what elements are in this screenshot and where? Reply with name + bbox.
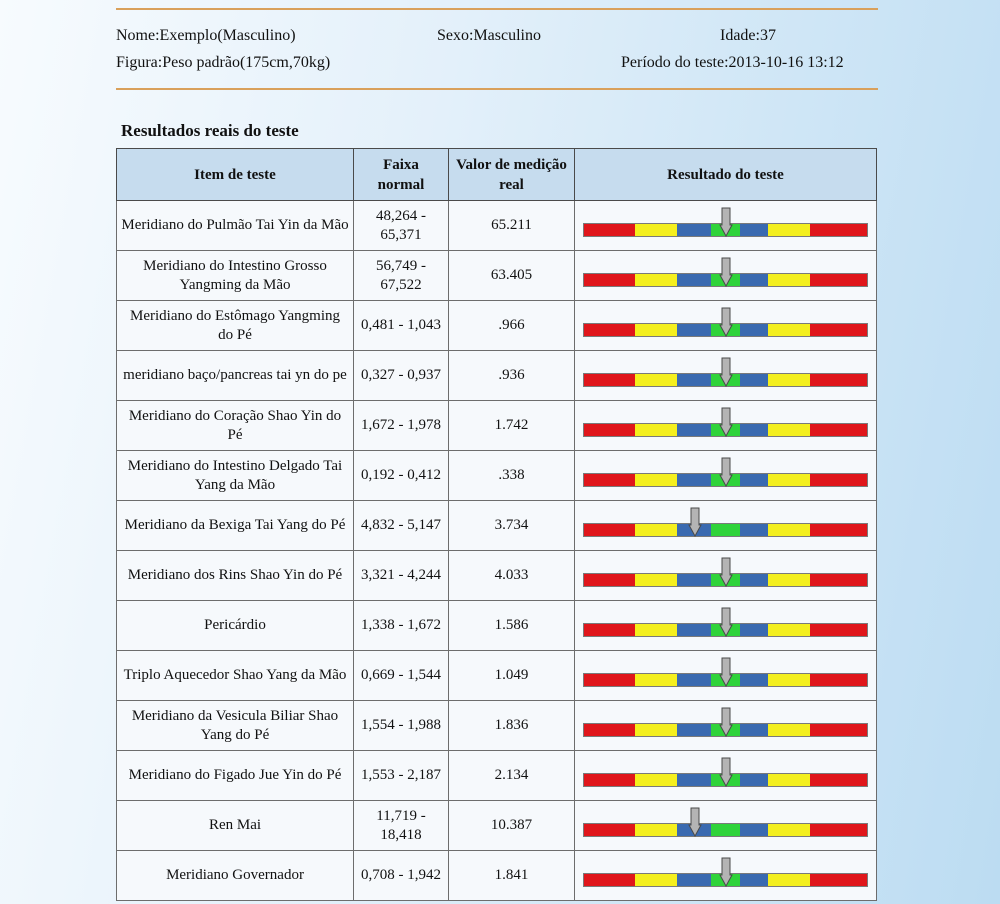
- gauge-segment-yellow: [768, 224, 810, 236]
- measured-value: 10.387: [449, 801, 575, 851]
- test-item: Triplo Aquecedor Shao Yang da Mão: [117, 651, 354, 701]
- gauge-segment-blue: [740, 424, 768, 436]
- gauge-segment-yellow: [768, 674, 810, 686]
- measured-value: 1.586: [449, 601, 575, 651]
- result-gauge-cell: [575, 851, 877, 901]
- result-gauge-cell: [575, 251, 877, 301]
- gauge-segment-red: [810, 474, 867, 486]
- gauge-segment-yellow: [635, 374, 677, 386]
- test-item: Meridiano do Figado Jue Yin do Pé: [117, 751, 354, 801]
- gauge-segment-red: [810, 674, 867, 686]
- normal-range: 56,749 - 67,522: [354, 251, 449, 301]
- gauge-segment-blue: [677, 224, 711, 236]
- gauge-segment-red: [584, 424, 635, 436]
- test-item: Meridiano do Pulmão Tai Yin da Mão: [117, 201, 354, 251]
- table-header-row: [117, 149, 877, 201]
- table-row: [117, 601, 877, 651]
- test-item: Meridiano dos Rins Shao Yin do Pé: [117, 551, 354, 601]
- normal-range: 1,338 - 1,672: [354, 601, 449, 651]
- gauge-segment-blue: [740, 574, 768, 586]
- gauge-segment-red: [584, 374, 635, 386]
- gauge-segment-blue: [740, 324, 768, 336]
- result-pointer-icon: [719, 457, 733, 487]
- gauge-segment-yellow: [635, 324, 677, 336]
- result-gauge-cell: [575, 351, 877, 401]
- normal-range: 1,553 - 2,187: [354, 751, 449, 801]
- gauge-segment-yellow: [768, 374, 810, 386]
- normal-range: 0,708 - 1,942: [354, 851, 449, 901]
- normal-range: 1,554 - 1,988: [354, 701, 449, 751]
- section-title: Resultados reais do teste: [121, 121, 299, 140]
- gauge-segment-yellow: [768, 624, 810, 636]
- gauge-segment-red: [584, 574, 635, 586]
- result-pointer-icon: [719, 357, 733, 387]
- gauge-segment-red: [584, 474, 635, 486]
- gauge-segment-red: [584, 624, 635, 636]
- table-row: [117, 751, 877, 801]
- gauge-segment-yellow: [768, 574, 810, 586]
- gauge-segment-red: [584, 774, 635, 786]
- table-row: [117, 201, 877, 251]
- gauge-segment-blue: [740, 624, 768, 636]
- column-header-value: Valor de medição real: [449, 149, 575, 201]
- measured-value: 2.134: [449, 751, 575, 801]
- measured-value: 3.734: [449, 501, 575, 551]
- gauge-segment-blue: [740, 474, 768, 486]
- gauge-segment-yellow: [635, 674, 677, 686]
- test-item: Meridiano do Estômago Yangming do Pé: [117, 301, 354, 351]
- gauge-segment-red: [810, 724, 867, 736]
- gauge-segment-red: [584, 524, 635, 536]
- test-item: Meridiano da Vesicula Biliar Shao Yang do Pé: [117, 701, 354, 751]
- normal-range: 0,481 - 1,043: [354, 301, 449, 351]
- gauge-segment-yellow: [635, 524, 677, 536]
- gauge-segment-yellow: [635, 474, 677, 486]
- result-pointer-icon: [719, 657, 733, 687]
- gauge-segment-yellow: [768, 824, 810, 836]
- result-pointer-icon: [719, 607, 733, 637]
- normal-range: 0,669 - 1,544: [354, 651, 449, 701]
- gauge-segment-red: [810, 524, 867, 536]
- gauge-segment-red: [584, 674, 635, 686]
- result-gauge-bar: [583, 523, 868, 537]
- test-period: Período do teste:2013-10-16 13:12: [621, 54, 844, 71]
- gauge-segment-blue: [740, 674, 768, 686]
- gauge-segment-blue: [677, 674, 711, 686]
- measured-value: 1.742: [449, 401, 575, 451]
- gauge-segment-blue: [740, 774, 768, 786]
- result-gauge-cell: [575, 701, 877, 751]
- result-pointer-icon: [719, 407, 733, 437]
- normal-range: 11,719 - 18,418: [354, 801, 449, 851]
- test-item: Meridiano do Coração Shao Yin do Pé: [117, 401, 354, 451]
- gauge-segment-red: [584, 724, 635, 736]
- gauge-segment-blue: [677, 874, 711, 886]
- gauge-segment-blue: [677, 424, 711, 436]
- result-gauge-cell: [575, 751, 877, 801]
- table-row: [117, 801, 877, 851]
- gauge-segment-red: [584, 324, 635, 336]
- measured-value: .338: [449, 451, 575, 501]
- gauge-segment-yellow: [768, 524, 810, 536]
- gauge-segment-red: [810, 374, 867, 386]
- gauge-segment-yellow: [635, 224, 677, 236]
- gauge-segment-blue: [740, 224, 768, 236]
- result-gauge-cell: [575, 601, 877, 651]
- gauge-segment-red: [810, 274, 867, 286]
- header-top-rule: [116, 8, 878, 10]
- gauge-segment-blue: [677, 324, 711, 336]
- measured-value: 1.841: [449, 851, 575, 901]
- gauge-segment-yellow: [635, 724, 677, 736]
- result-gauge-cell: [575, 501, 877, 551]
- result-gauge-cell: [575, 551, 877, 601]
- gauge-segment-blue: [677, 374, 711, 386]
- patient-name: Nome:Exemplo(Masculino): [116, 27, 296, 44]
- gauge-segment-blue: [740, 824, 768, 836]
- normal-range: 4,832 - 5,147: [354, 501, 449, 551]
- table-row: [117, 701, 877, 751]
- test-item: meridiano baço/pancreas tai yn do pe: [117, 351, 354, 401]
- gauge-segment-red: [810, 424, 867, 436]
- test-item: Ren Mai: [117, 801, 354, 851]
- gauge-segment-red: [810, 574, 867, 586]
- measured-value: 63.405: [449, 251, 575, 301]
- header-bottom-rule: [116, 88, 878, 90]
- table-row: [117, 551, 877, 601]
- normal-range: 48,264 - 65,371: [354, 201, 449, 251]
- result-pointer-icon: [688, 807, 702, 837]
- measured-value: .936: [449, 351, 575, 401]
- gauge-segment-red: [584, 824, 635, 836]
- column-header-item: Item de teste: [117, 149, 354, 201]
- gauge-segment-blue: [740, 374, 768, 386]
- normal-range: 1,672 - 1,978: [354, 401, 449, 451]
- measured-value: .966: [449, 301, 575, 351]
- result-pointer-icon: [719, 857, 733, 887]
- gauge-segment-red: [810, 824, 867, 836]
- result-gauge-cell: [575, 301, 877, 351]
- gauge-segment-red: [810, 774, 867, 786]
- test-item: Meridiano Governador: [117, 851, 354, 901]
- gauge-segment-red: [810, 874, 867, 886]
- gauge-segment-yellow: [635, 424, 677, 436]
- test-item: Meridiano do Intestino Grosso Yangming da Mão: [117, 251, 354, 301]
- gauge-segment-yellow: [635, 274, 677, 286]
- patient-sex: Sexo:Masculino: [437, 27, 541, 44]
- measured-value: 1.049: [449, 651, 575, 701]
- column-header-range: Faixa normal: [354, 149, 449, 201]
- normal-range: 0,327 - 0,937: [354, 351, 449, 401]
- normal-range: 0,192 - 0,412: [354, 451, 449, 501]
- gauge-segment-yellow: [768, 424, 810, 436]
- gauge-segment-yellow: [635, 574, 677, 586]
- gauge-segment-yellow: [768, 324, 810, 336]
- table-row: [117, 501, 877, 551]
- table-row: [117, 851, 877, 901]
- results-table: [116, 148, 877, 901]
- gauge-segment-yellow: [768, 774, 810, 786]
- result-pointer-icon: [719, 707, 733, 737]
- result-pointer-icon: [719, 307, 733, 337]
- gauge-segment-blue: [677, 724, 711, 736]
- gauge-segment-red: [810, 224, 867, 236]
- gauge-segment-yellow: [635, 624, 677, 636]
- column-header-result: Resultado do teste: [575, 149, 877, 201]
- results-body: [117, 201, 877, 901]
- measured-value: 1.836: [449, 701, 575, 751]
- gauge-segment-blue: [677, 574, 711, 586]
- gauge-segment-yellow: [768, 474, 810, 486]
- result-pointer-icon: [688, 507, 702, 537]
- gauge-segment-blue: [677, 624, 711, 636]
- measured-value: 65.211: [449, 201, 575, 251]
- patient-figure: Figura:Peso padrão(175cm,70kg): [116, 54, 331, 71]
- normal-range: 3,321 - 4,244: [354, 551, 449, 601]
- table-row: [117, 451, 877, 501]
- result-gauge-cell: [575, 201, 877, 251]
- result-gauge-bar: [583, 823, 868, 837]
- gauge-segment-yellow: [768, 274, 810, 286]
- gauge-segment-yellow: [635, 774, 677, 786]
- result-gauge-cell: [575, 651, 877, 701]
- table-row: [117, 251, 877, 301]
- gauge-segment-yellow: [635, 874, 677, 886]
- gauge-segment-blue: [677, 774, 711, 786]
- gauge-segment-red: [584, 224, 635, 236]
- test-item: Meridiano da Bexiga Tai Yang do Pé: [117, 501, 354, 551]
- gauge-segment-blue: [740, 274, 768, 286]
- patient-age: Idade:37: [720, 27, 776, 44]
- gauge-segment-red: [810, 324, 867, 336]
- gauge-segment-yellow: [768, 724, 810, 736]
- result-pointer-icon: [719, 557, 733, 587]
- gauge-segment-yellow: [635, 824, 677, 836]
- table-row: [117, 651, 877, 701]
- table-row: [117, 301, 877, 351]
- result-pointer-icon: [719, 257, 733, 287]
- result-gauge-cell: [575, 401, 877, 451]
- result-gauge-cell: [575, 451, 877, 501]
- gauge-segment-blue: [740, 874, 768, 886]
- test-item: Pericárdio: [117, 601, 354, 651]
- result-pointer-icon: [719, 207, 733, 237]
- gauge-segment-blue: [677, 474, 711, 486]
- gauge-segment-red: [810, 624, 867, 636]
- test-item: Meridiano do Intestino Delgado Tai Yang da Mão: [117, 451, 354, 501]
- gauge-segment-red: [584, 274, 635, 286]
- result-gauge-cell: [575, 801, 877, 851]
- table-row: [117, 401, 877, 451]
- gauge-segment-green: [711, 524, 739, 536]
- gauge-segment-yellow: [768, 874, 810, 886]
- measured-value: 4.033: [449, 551, 575, 601]
- table-row: [117, 351, 877, 401]
- gauge-segment-blue: [740, 724, 768, 736]
- gauge-segment-green: [711, 824, 739, 836]
- gauge-segment-blue: [677, 274, 711, 286]
- gauge-segment-red: [584, 874, 635, 886]
- result-pointer-icon: [719, 757, 733, 787]
- gauge-segment-blue: [740, 524, 768, 536]
